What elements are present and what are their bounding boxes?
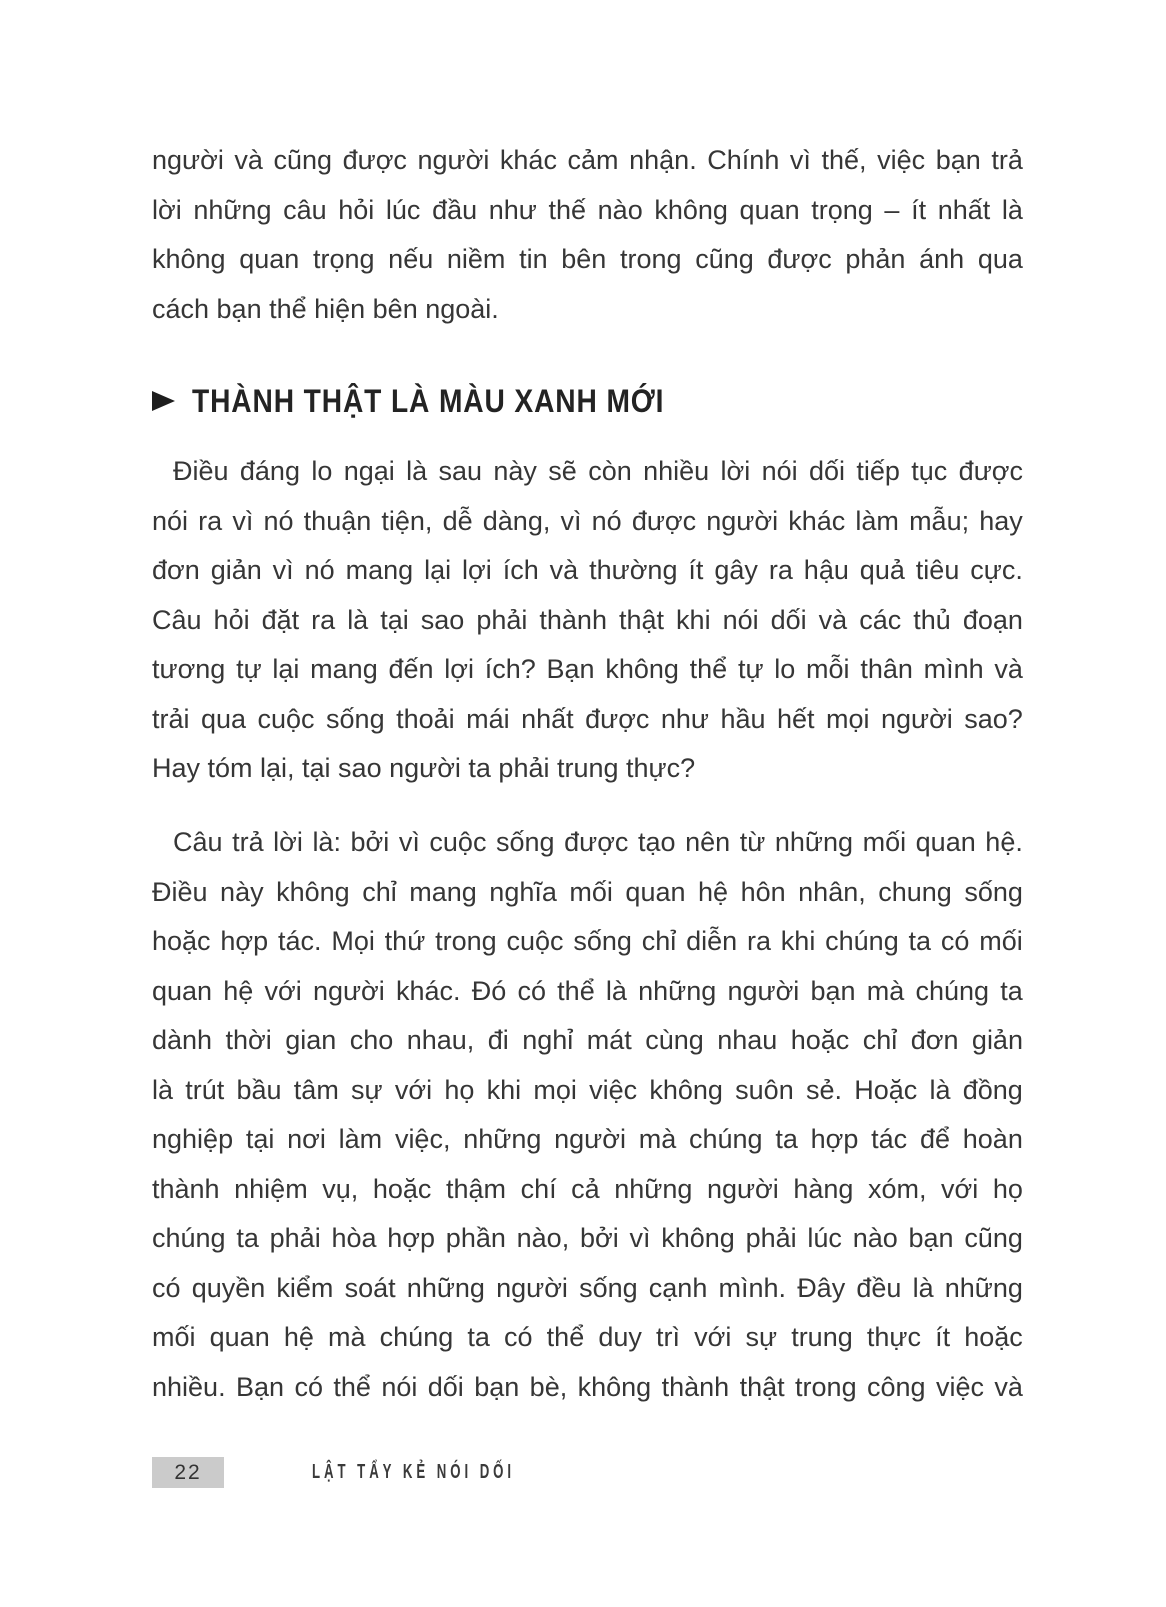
text-line: đơn giản vì nó mang lại lợi ích và thường ít gây ra hậu quả tiêu cực. (152, 555, 1023, 585)
paragraph-why-honest (152, 447, 1023, 794)
text-line: tương tự lại mang đến lợi ích? Bạn không thể tự lo mỗi thân mình và (152, 654, 1023, 684)
text-line: cách bạn thể hiện bên ngoài. (152, 293, 499, 324)
text-line: không quan trọng nếu niềm tin bên trong cũng được phản ánh qua (152, 244, 1023, 274)
text-line: có quyền kiểm soát những người sống cạnh mình. Đây đều là những (152, 1272, 1023, 1303)
text-line: nghiệp tại nơi làm việc, những người mà chúng ta hợp tác để hoàn (152, 1124, 1023, 1154)
text-line: chúng ta phải hòa hợp phần nào, bởi vì không phải lúc nào bạn cũng (152, 1223, 1023, 1253)
paragraph-relationships (152, 818, 1023, 1412)
text-line: Câu hỏi đặt ra là tại sao phải thành thật khi nói dối và các thủ đoạn (152, 604, 1023, 635)
text-line: thành nhiệm vụ, hoặc thậm chí cả những người hàng xóm, với họ (152, 1173, 1023, 1204)
section-heading (152, 381, 729, 421)
text-line: Điều đáng lo ngại là sau này sẽ còn nhiều lời nói dối tiếp tục được (173, 456, 1023, 486)
text-line: Hay tóm lại, tại sao người ta phải trung thực? (152, 753, 696, 783)
running-title: LẬT TẨY KẺ NÓI DỐI (312, 1461, 516, 1483)
text-line: quan hệ với người khác. Đó có thể là những người bạn mà chúng ta (152, 975, 1023, 1006)
text-line: nói ra vì nó thuận tiện, dễ dàng, vì nó được người khác làm mẫu; hay (152, 505, 1023, 536)
page-footer (152, 1457, 620, 1488)
text-line: trải qua cuộc sống thoải mái nhất được như hầu hết mọi người sao? (152, 703, 1023, 734)
text-line: nhiều. Bạn có thể nói dối bạn bè, không thành thật trong công việc và (152, 1371, 1023, 1402)
paragraph-intro (152, 136, 1023, 334)
section-heading-text: THÀNH THẬT LÀ MÀU XANH MỚI (192, 382, 665, 419)
text-line: lời những câu hỏi lúc đầu như thế nào không quan trọng – ít nhất là (152, 194, 1023, 225)
text-line: mối quan hệ mà chúng ta có thể duy trì với sự trung thực ít hoặc (152, 1322, 1023, 1352)
page-number: 22 (152, 1457, 224, 1488)
text-line: là trút bầu tâm sự với họ khi mọi việc không suôn sẻ. Hoặc là đồng (152, 1074, 1023, 1105)
text-line: Câu trả lời là: bởi vì cuộc sống được tạo nên từ những mối quan hệ. (173, 827, 1023, 857)
text-line: dành thời gian cho nhau, đi nghỉ mát cùng nhau hoặc chỉ đơn giản (152, 1025, 1023, 1055)
text-line: Điều này không chỉ mang nghĩa mối quan hệ hôn nhân, chung sống (152, 876, 1023, 907)
text-line: người và cũng được người khác cảm nhận. Chính vì thế, việc bạn trả (152, 145, 1023, 175)
triangle-bullet-icon (152, 391, 175, 411)
text-line: hoặc hợp tác. Mọi thứ trong cuộc sống chỉ diễn ra khi chúng ta có mối (152, 926, 1023, 956)
